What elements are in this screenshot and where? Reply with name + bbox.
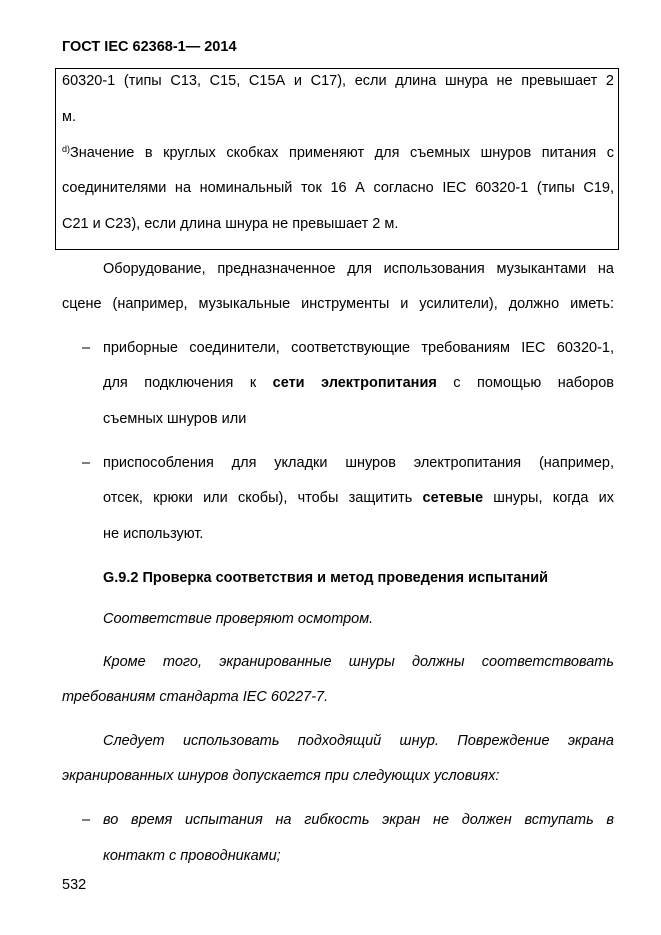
italic-paragraph-line: экранированных шнуров допускается при следующих условиях:	[62, 768, 500, 784]
term-bold: сетевые	[422, 490, 484, 506]
footnote-line-d	[62, 143, 614, 163]
section-heading: G.9.2 Проверка соответствия и метод проведения испытаний	[103, 570, 549, 586]
footnote-line: м.	[62, 109, 76, 125]
footnote-marker: d)	[62, 144, 71, 154]
text-run: шнуры, когда их	[493, 490, 615, 506]
italic-paragraph-line: Кроме того, экранированные шнуры должны соответствовать	[103, 654, 614, 670]
italic-paragraph-line: требованиям стандарта IEC 60227-7.	[62, 689, 329, 705]
text-run: отсек, крюки или скобы), чтобы защитить	[103, 490, 413, 506]
italic-paragraph-line: Следует использовать подходящий шнур. Повреждение экрана	[103, 733, 614, 749]
text-run: для подключения к	[103, 375, 257, 391]
footnote-line: соединителями на номинальный ток 16 А согласно IEC 60320-1 (типы С19,	[62, 180, 614, 196]
list-dash: –	[82, 340, 91, 356]
paragraph-line: Оборудование, предназначенное для использования музыкантами на	[103, 261, 614, 277]
footnote-line: С21 и С23), если длина шнура не превышает 2 м.	[62, 216, 399, 232]
list-item-line: не используют.	[103, 526, 204, 542]
italic-list-item-line: во время испытания на гибкость экран не должен вступать в	[103, 812, 614, 828]
list-item-line	[103, 488, 614, 508]
list-item-line: приспособления для укладки шнуров электропитания (например,	[103, 455, 614, 471]
list-item-line: съемных шнуров или	[103, 411, 247, 427]
page-number: 532	[62, 877, 87, 893]
list-dash: –	[82, 812, 91, 828]
italic-paragraph: Соответствие проверяют осмотром.	[103, 611, 374, 627]
footnote-text: Значение в круглых скобках применяют для съемных шнуров питания с	[70, 145, 614, 161]
list-item-line: приборные соединители, соответствующие требованиям IEC 60320-1,	[103, 340, 614, 356]
italic-list-item-line: контакт с проводниками;	[103, 848, 281, 864]
term-bold: сети электропитания	[272, 375, 437, 391]
list-dash: –	[82, 455, 91, 471]
document-header: ГОСТ IEC 62368-1— 2014	[62, 39, 237, 55]
list-item-line	[103, 373, 614, 393]
text-run: с помощью наборов	[453, 375, 615, 391]
paragraph-line: сцене (например, музыкальные инструменты и усилители), должно иметь:	[62, 296, 614, 312]
footnote-line: 60320-1 (типы С13, С15, С15А и С17), если длина шнура не превышает 2	[62, 73, 614, 89]
